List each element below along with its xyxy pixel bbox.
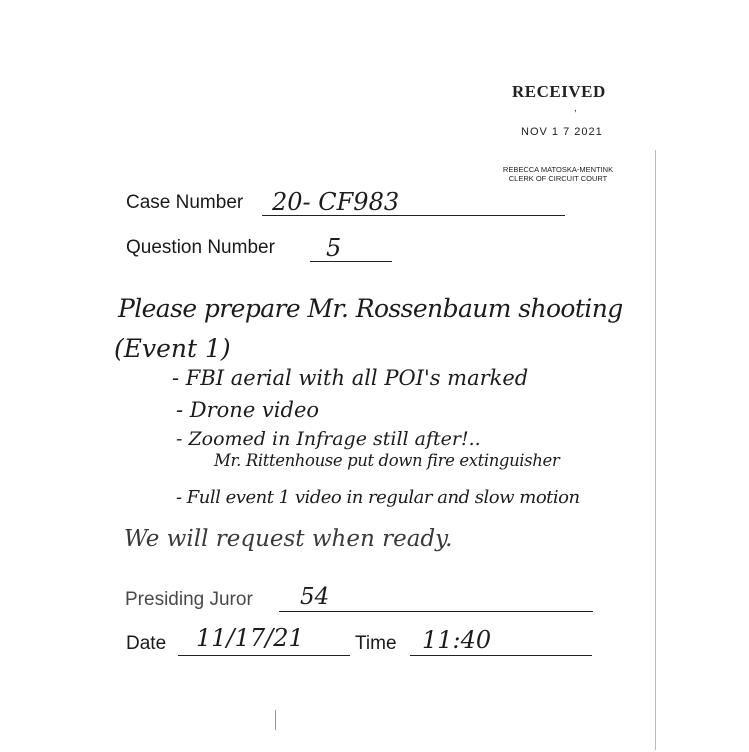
scan-mark bbox=[275, 710, 276, 730]
question-number-line bbox=[310, 261, 392, 262]
time-value: 11:40 bbox=[422, 626, 492, 654]
handwritten-item-aerial: - FBI aerial with all POI's marked bbox=[172, 366, 529, 390]
stamp-mark: , bbox=[574, 103, 577, 114]
page-edge-divider bbox=[655, 150, 656, 750]
handwritten-request-line: Please prepare Mr. Rossenbaum shooting bbox=[118, 294, 623, 323]
case-number-value: 20- CF983 bbox=[272, 188, 400, 216]
case-number-label: Case Number bbox=[126, 192, 244, 213]
date-line bbox=[178, 655, 350, 656]
clerk-title: CLERK OF CIRCUIT COURT bbox=[508, 174, 608, 183]
handwritten-item-full-video: - Full event 1 video in regular and slow motion bbox=[176, 487, 580, 508]
presiding-juror-value: 54 bbox=[300, 584, 330, 610]
presiding-juror-label: Presiding Juror bbox=[125, 589, 253, 610]
clerk-name: REBECCA MATOSKA-MENTINK bbox=[502, 165, 614, 174]
date-value: 11/17/21 bbox=[196, 624, 304, 652]
handwritten-event-line: (Event 1) bbox=[114, 334, 231, 363]
question-number-label: Question Number bbox=[126, 237, 275, 258]
clerk-stamp bbox=[499, 165, 617, 183]
presiding-juror-line bbox=[279, 611, 593, 612]
handwritten-item-drone: - Drone video bbox=[176, 398, 320, 422]
handwritten-item-zoomed-detail: Mr. Rittenhouse put down fire extinguisher bbox=[214, 451, 560, 470]
handwritten-item-zoomed: - Zoomed in Infrage still after!.. bbox=[176, 428, 481, 450]
time-line bbox=[410, 655, 592, 656]
handwritten-closing: We will request when ready. bbox=[124, 526, 453, 552]
time-label: Time bbox=[355, 633, 397, 654]
received-stamp-title: RECEIVED bbox=[512, 82, 606, 101]
date-label: Date bbox=[126, 633, 167, 654]
received-stamp-date: NOV 1 7 2021 bbox=[521, 126, 603, 138]
question-number-value: 5 bbox=[326, 234, 342, 262]
